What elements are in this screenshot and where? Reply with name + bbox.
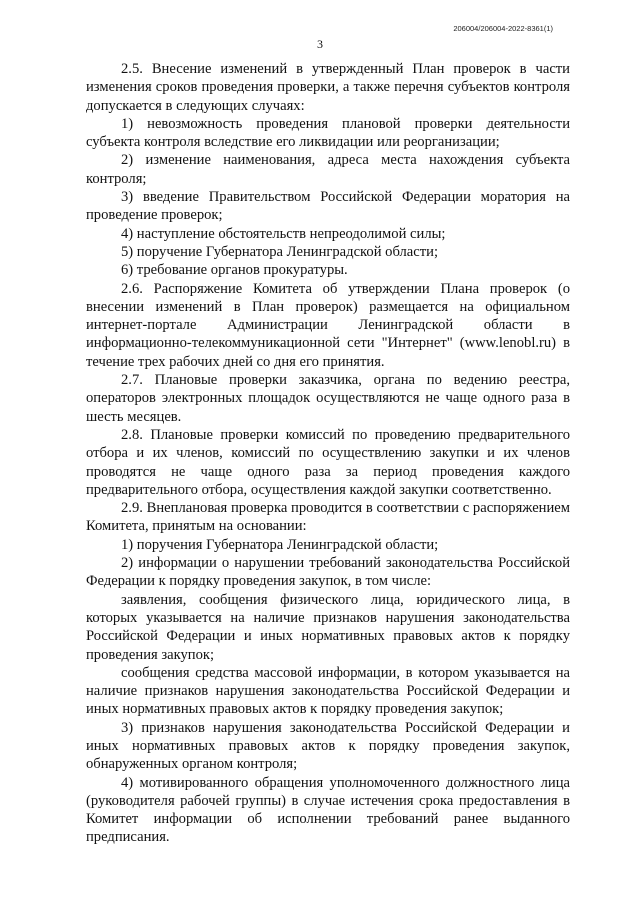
paragraph-2-7: 2.7. Плановые проверки заказчика, органа по ведению реестра, операторов электронных площадок осуществляются не чаще одного раза в шесть месяцев. [86,372,570,425]
basis-item-2: 2) информации о нарушении требований законодательства Российской Федерации к порядку проведения закупок, в том числе: [86,555,570,590]
basis-item-3: 3) признаков нарушения законодательства Российской Федерации и иных нормативных правовых актов к порядку проведения закупок, обнаруженных органом контроля; [86,719,570,773]
list-item-5: 5) поручение Губернатора Ленинградской области; [121,243,438,260]
paragraph-2-6: 2.6. Распоряжение Комитета об утверждении Плана проверок (о внесении изменений в План проверок) размещается на официальном интернет-портале Администрации Ленинградской области в информационно-телекоммуникационной сети "Интернет" (www.lenobl.ru) в течение трех рабочих дней со дня его принятия. [86,280,570,370]
document-number: 206004/206004-2022-8361(1) [453,24,553,33]
list-item-3: 3) введение Правительством Российской Федерации моратория на проведение проверок; [86,189,570,224]
page-number: 3 [317,37,323,51]
basis-item-1: 1) поручения Губернатора Ленинградской области; [121,536,439,553]
list-item-2: 2) изменение наименования, адреса места нахождения субъекта контроля; [86,152,570,187]
basis-sub-item-media: сообщения средства массовой информации, в котором указывается на наличие признаков нарушения законодательства Российской Федерации и иных нормативных правовых актов к порядку проведения закупок; [86,664,570,718]
list-item-4: 4) наступление обстоятельств непреодолимой силы; [121,225,446,242]
basis-item-4: 4) мотивированного обращения уполномоченного должностного лица (руководителя рабочей группы) в случае истечения срока предоставления в Комитет информации об исполнении требований ранее выданного предписания. [86,774,570,846]
paragraph-2-8: 2.8. Плановые проверки комиссий по проведению предварительного отбора и их членов, комиссий по осуществлению закупки и их членов проводятся не чаще одного раза за период проведения каждого предварительного отбора, осуществления каждой закупки соответственно. [86,426,570,498]
paragraph-2-9: 2.9. Внеплановая проверка проводится в соответствии с распоряжением Комитета, принятым на основании: [86,500,570,535]
document-body [86,60,570,847]
paragraph-2-5: 2.5. Внесение изменений в утвержденный План проверок в части изменения сроков проведения проверки, а также перечня субъектов контроля допускается в следующих случаях: [86,61,570,114]
list-item-6: 6) требование органов прокуратуры. [121,262,348,279]
list-item-1: 1) невозможность проведения плановой проверки деятельности субъекта контроля вследствие его ликвидации или реорганизации; [86,115,570,151]
basis-sub-item-statements: заявления, сообщения физического лица, юридического лица, в которых указывается на наличие признаков нарушения законодательства Российской Федерации и иных нормативных правовых актов к порядку проведения закупок; [86,591,570,663]
